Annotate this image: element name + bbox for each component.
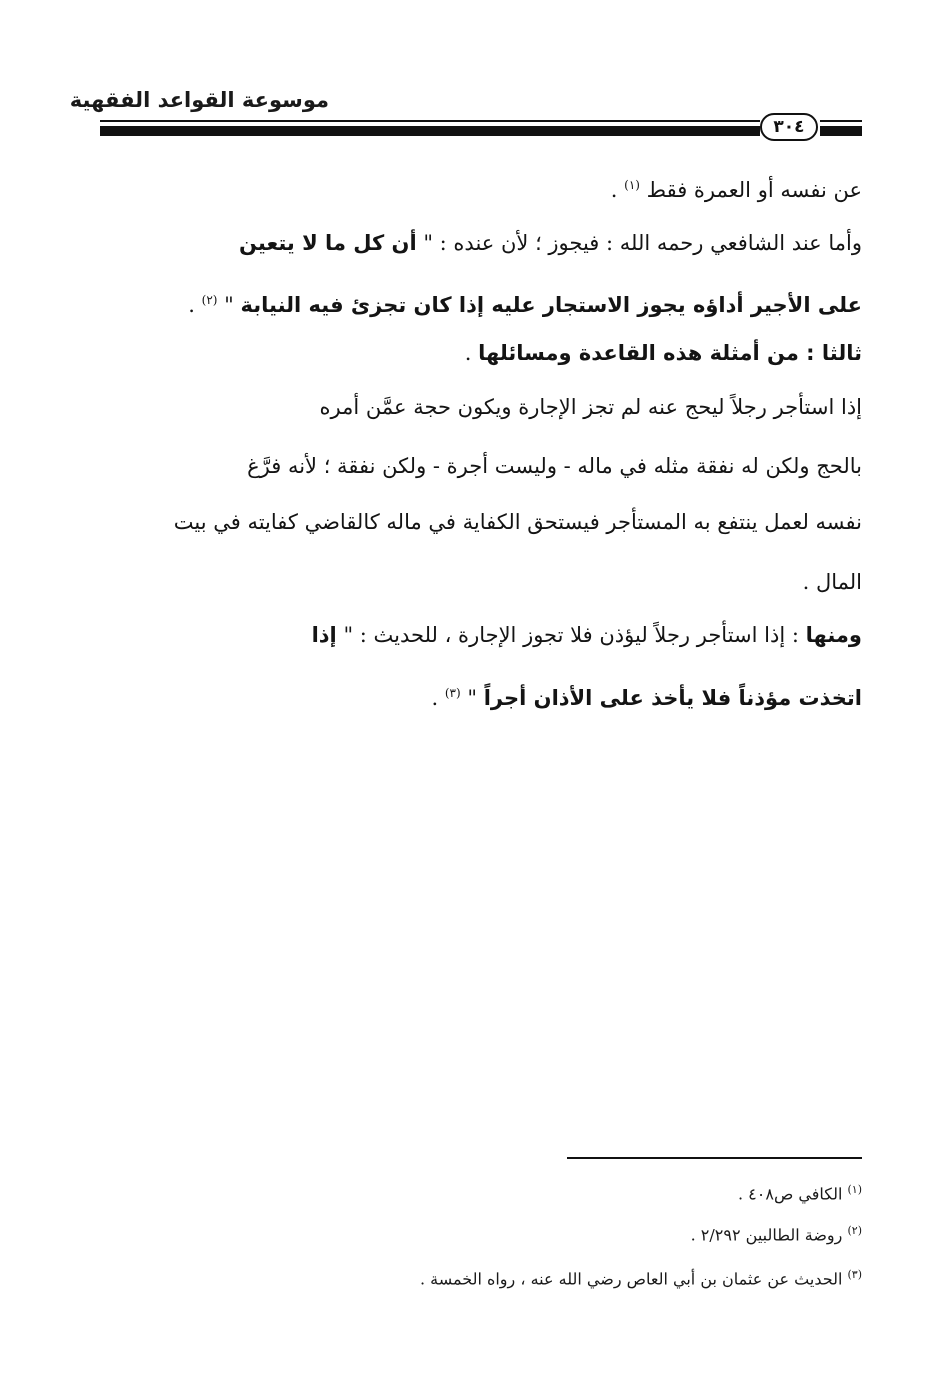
- page-number-text: ٣٠٤: [773, 117, 805, 137]
- line-text: نفسه لعمل ينتفع به المستأجر فيستحق الكفاية في ماله كالقاضي كفايته في بيت: [173, 510, 862, 534]
- line-text-bold: اتخذت مؤذناً فلا يأخذ على الأذان أجراً: [483, 686, 862, 710]
- line-text: بالحج ولكن له نفقة مثله في ماله - وليست أجرة - ولكن نفقة ؛ لأنه فرَّغ: [247, 454, 862, 478]
- line-end: .: [464, 341, 472, 365]
- line-text: إذا استأجر رجلاً ليحج عنه لم تجز الإجارة ويكون حجة عمَّن أمره: [319, 395, 862, 419]
- line-text: : إذا استأجر رجلاً ليؤذن فلا تجوز الإجارة ، للحديث : ": [343, 623, 799, 647]
- header-rule-thick: [100, 126, 760, 136]
- header-rule-thin: [100, 120, 760, 122]
- paragraph-line-2: [100, 228, 862, 258]
- header-rule-right-thin: [820, 120, 862, 122]
- quote-mark: ": [467, 686, 478, 710]
- paragraph-line-9: [100, 620, 862, 650]
- footnote-number: (٣): [847, 1268, 862, 1281]
- paragraph-line-3: [100, 285, 862, 320]
- section-heading: [100, 338, 862, 368]
- paragraph-line-5: [100, 392, 862, 422]
- quote-mark: ": [224, 293, 234, 317]
- line-text-bold: أن كل ما لا يتعين: [239, 231, 417, 255]
- footnote-3: [300, 1263, 862, 1291]
- footnote-number: (١): [847, 1183, 862, 1196]
- footnote-separator: [567, 1157, 862, 1159]
- line-end: .: [431, 686, 439, 710]
- paragraph-line-8: [100, 567, 862, 597]
- book-title: موسوعة القواعد الفقهية: [69, 88, 329, 112]
- page-number: [760, 113, 818, 141]
- line-end: .: [188, 293, 195, 317]
- header-rule-right-thick: [820, 126, 862, 136]
- heading-text: ثالثا : من أمثلة هذه القاعدة ومسائلها: [478, 341, 862, 365]
- line-text: عن نفسه أو العمرة فقط: [646, 178, 862, 202]
- line-text: المال .: [802, 570, 862, 594]
- line-text-bold-end: إذا: [311, 623, 337, 647]
- line-text-bold: ومنها: [805, 623, 862, 647]
- footnote-ref-2[interactable]: (٢): [201, 293, 218, 307]
- paragraph-line-6: [100, 451, 862, 481]
- footnote-text: الحديث عن عثمان بن أبي العاص رضي الله عنه ، رواه الخمسة .: [419, 1269, 843, 1289]
- paragraph-line-7: [100, 507, 862, 537]
- line-text: وأما عند الشافعي رحمه الله : فيجوز ؛ لأن عنده : ": [423, 231, 862, 255]
- footnote-1: [300, 1178, 862, 1206]
- footnote-text: الكافي ص٤٠٨ .: [737, 1184, 843, 1204]
- paragraph-line-1: [100, 170, 862, 205]
- line-end: .: [610, 178, 618, 202]
- footnote-2: [300, 1219, 862, 1247]
- footnote-ref-1[interactable]: (١): [624, 178, 640, 192]
- footnote-text: روضة الطالبين ٢/٢٩٢ .: [690, 1225, 843, 1245]
- footnote-ref-3[interactable]: (٣): [444, 686, 461, 700]
- footnote-number: (٢): [847, 1224, 862, 1237]
- line-text-bold: على الأجير أداؤه يجوز الاستجار عليه إذا كان تجزئ فيه النيابة: [240, 293, 862, 317]
- paragraph-line-10: [100, 678, 862, 713]
